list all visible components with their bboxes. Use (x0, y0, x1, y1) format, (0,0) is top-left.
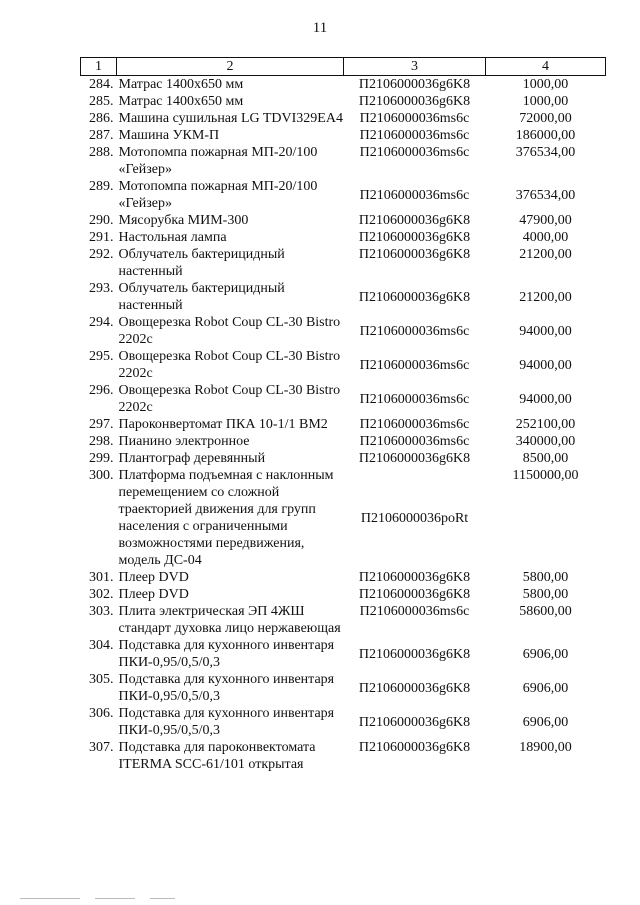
item-code: П2106000036g6K8 (358, 680, 471, 696)
table-row (81, 280, 606, 314)
item-price: 72000,00 (519, 111, 572, 126)
row-number: 294. (89, 315, 114, 330)
row-number: 298. (89, 434, 114, 449)
item-code: П2106000036g6K8 (358, 740, 471, 755)
row-number: 303. (89, 604, 114, 619)
item-name: Подставка для пароконвектомата ITERMA SCC-61/101 открытая (118, 740, 316, 772)
item-name: Пианино электронное (118, 434, 250, 449)
row-number: 306. (89, 706, 114, 721)
item-name: Овощерезка Robot Coup CL-30 Bistro 2202c (118, 383, 341, 415)
item-code: П2106000036g6K8 (358, 587, 471, 602)
header-col-4: 4 (486, 58, 606, 76)
item-code: П2106000036ms6c (359, 111, 470, 126)
item-name: Подставка для кухонного инвентаря ПКИ-0,95/0,5/0,3 (118, 706, 335, 738)
item-code: П2106000036ms6c (359, 145, 470, 160)
item-price: 4000,00 (522, 230, 569, 245)
item-code: П2106000036g6K8 (358, 247, 471, 262)
table-row (81, 178, 606, 212)
item-code: П2106000036g6K8 (358, 570, 471, 585)
table-row (81, 569, 606, 586)
header-col-2: 2 (117, 58, 344, 76)
row-number: 291. (89, 230, 114, 245)
row-number: 296. (89, 383, 114, 398)
table-header (81, 58, 606, 76)
table-row (81, 144, 606, 178)
item-price: 1000,00 (522, 77, 569, 92)
item-code: П2106000036ms6c (359, 434, 470, 449)
row-number: 287. (89, 128, 114, 143)
item-name: Матрас 1400х650 мм (118, 94, 244, 109)
item-code: П2106000036g6K8 (358, 230, 471, 245)
item-code: П2106000036ms6c (359, 417, 470, 432)
item-price: 5800,00 (522, 570, 569, 585)
table-row (81, 450, 606, 467)
header-row (81, 58, 606, 76)
item-name: Машина сушильная LG TDVI329EA4 (118, 111, 343, 126)
item-code: П2106000036poRt (360, 510, 469, 526)
item-name: Овощерезка Robot Coup CL-30 Bistro 2202c (118, 349, 341, 381)
table-row (81, 433, 606, 450)
item-code: П2106000036ms6c (359, 604, 470, 619)
item-price: 6906,00 (522, 680, 569, 696)
item-price: 340000,00 (515, 434, 576, 449)
item-name: Настольная лампа (118, 230, 227, 245)
header-col-3: 3 (344, 58, 486, 76)
table-row (81, 348, 606, 382)
table-row (81, 314, 606, 348)
item-price: 94000,00 (519, 323, 572, 339)
item-name: Плеер DVD (118, 570, 189, 585)
item-price: 58600,00 (519, 604, 572, 619)
table-row (81, 93, 606, 110)
item-code: П2106000036ms6c (359, 391, 470, 407)
item-price: 186000,00 (515, 128, 576, 143)
table-row (81, 76, 606, 94)
item-name: Подставка для кухонного инвентаря ПКИ-0,95/0,5/0,3 (118, 672, 335, 704)
row-number: 302. (89, 587, 114, 602)
item-code: П2106000036ms6c (359, 323, 470, 339)
row-number: 299. (89, 451, 114, 466)
row-number: 285. (89, 94, 114, 109)
item-name: Облучатель бактерицидный настенный (118, 247, 285, 279)
table-row (81, 739, 606, 773)
item-price: 5800,00 (522, 587, 569, 602)
item-price: 376534,00 (515, 145, 576, 160)
table-row (81, 416, 606, 433)
item-name: Машина УКМ-П (118, 128, 220, 143)
item-code: П2106000036g6K8 (358, 77, 471, 92)
item-name: Платформа подъемная с наклонным перемещением со сложной траекторией движения для групп населения с ограниченными возможностями передвижения, модель ДС-04 (118, 468, 334, 568)
item-price: 252100,00 (515, 417, 576, 432)
row-number: 307. (89, 740, 114, 755)
table-row (81, 637, 606, 671)
item-price: 6906,00 (522, 646, 569, 662)
table-row (81, 705, 606, 739)
item-price: 94000,00 (519, 391, 572, 407)
item-name: Плеер DVD (118, 587, 189, 602)
item-code: П2106000036g6K8 (358, 646, 471, 662)
table-row (81, 212, 606, 229)
item-price: 47900,00 (519, 213, 572, 228)
row-number: 305. (89, 672, 114, 687)
table-row (81, 229, 606, 246)
row-number: 290. (89, 213, 114, 228)
item-code: П2106000036ms6c (359, 128, 470, 143)
header-col-1: 1 (81, 58, 117, 76)
table-row (81, 586, 606, 603)
item-name: Пароконвертомат ПКА 10-1/1 ВМ2 (118, 417, 328, 432)
item-name: Облучатель бактерицидный настенный (118, 281, 285, 313)
row-number: 304. (89, 638, 114, 653)
item-code: П2106000036g6K8 (358, 213, 471, 228)
inventory-table (80, 57, 606, 773)
item-name: Мотопомпа пожарная МП-20/100 «Гейзер» (118, 145, 318, 177)
item-name: Мотопомпа пожарная МП-20/100 «Гейзер» (118, 179, 318, 211)
item-name: Овощерезка Robot Coup CL-30 Bistro 2202c (118, 315, 341, 347)
item-name: Плита электрическая ЭП 4ЖШ стандарт духовка лицо нержавеющая (118, 604, 341, 636)
item-name: Плантограф деревянный (118, 451, 266, 466)
item-code: П2106000036g6K8 (358, 94, 471, 109)
row-number: 301. (89, 570, 114, 585)
table-row (81, 127, 606, 144)
row-number: 286. (89, 111, 114, 126)
scan-artifact (0, 896, 640, 902)
item-price: 18900,00 (519, 740, 572, 755)
table-row (81, 110, 606, 127)
row-number: 288. (89, 145, 114, 160)
item-name: Подставка для кухонного инвентаря ПКИ-0,95/0,5/0,3 (118, 638, 335, 670)
row-number: 295. (89, 349, 114, 364)
row-number: 297. (89, 417, 114, 432)
page-number: 11 (312, 20, 328, 36)
item-price: 94000,00 (519, 357, 572, 373)
item-code: П2106000036ms6c (359, 187, 470, 203)
table-row (81, 382, 606, 416)
item-price: 21200,00 (519, 247, 572, 262)
item-code: П2106000036g6K8 (358, 714, 471, 730)
item-code: П2106000036ms6c (359, 357, 470, 373)
item-name: Мясорубка МИМ-300 (118, 213, 249, 228)
row-number: 289. (89, 179, 114, 194)
item-price: 376534,00 (515, 187, 576, 203)
row-number: 293. (89, 281, 114, 296)
table-row (81, 671, 606, 705)
item-price: 1000,00 (522, 94, 569, 109)
item-price: 8500,00 (522, 451, 569, 466)
item-code: П2106000036g6K8 (358, 451, 471, 466)
table-row (81, 467, 606, 569)
item-price: 21200,00 (519, 289, 572, 305)
table-row (81, 603, 606, 637)
item-code: П2106000036g6K8 (358, 289, 471, 305)
item-price: 1150000,00 (512, 468, 579, 483)
row-number: 300. (89, 468, 114, 483)
item-name: Матрас 1400х650 мм (118, 77, 244, 92)
item-price: 6906,00 (522, 714, 569, 730)
table-row (81, 246, 606, 280)
table-body (81, 76, 606, 774)
row-number: 292. (89, 247, 114, 262)
row-number: 284. (89, 77, 114, 92)
